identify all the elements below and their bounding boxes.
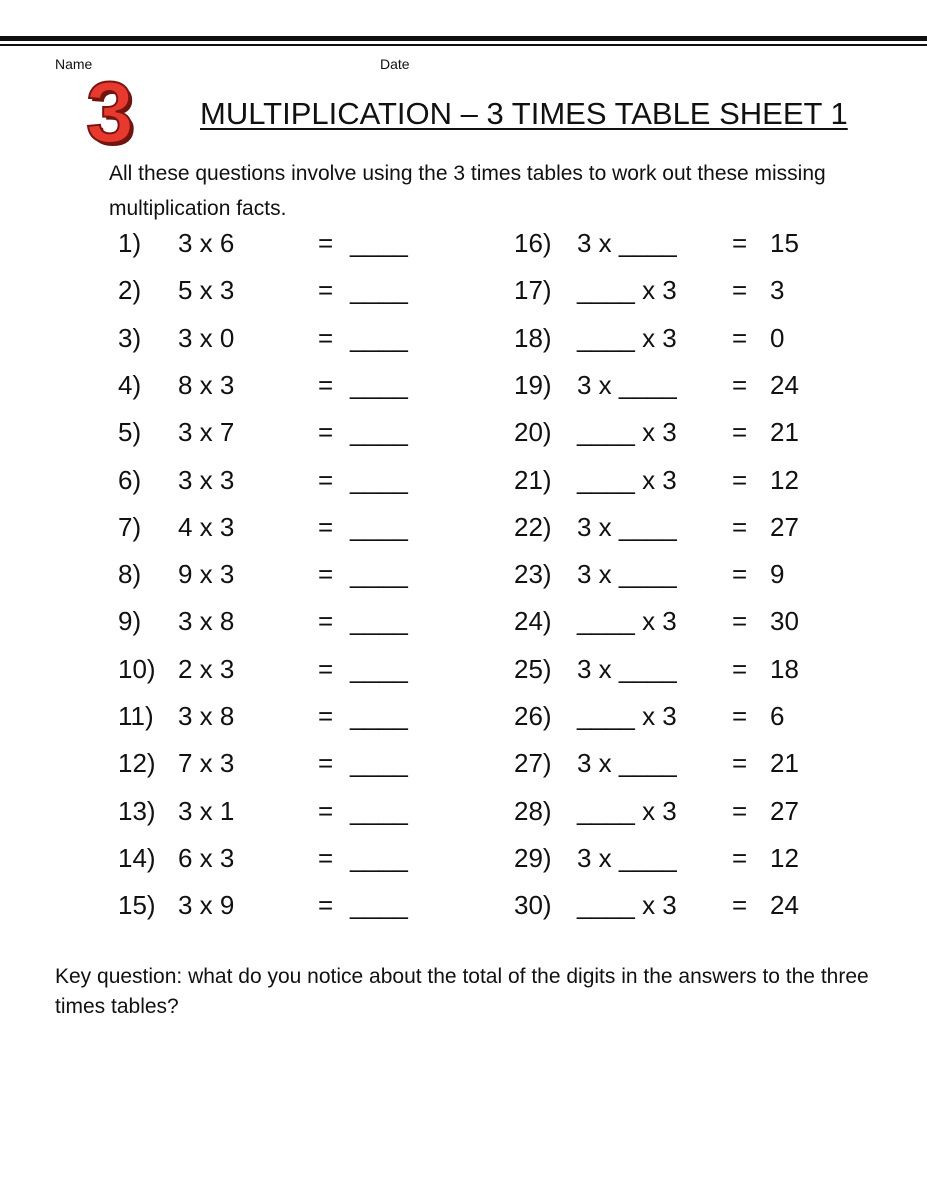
question-num: 29): [514, 842, 552, 873]
question-num: 4): [118, 369, 142, 400]
question-num: 8): [118, 559, 142, 590]
instructions: All these questions involve using the 3 times tables to work out these missing multiplication facts.: [109, 162, 826, 220]
question-ans[interactable]: ____: [350, 701, 408, 731]
question-num: 16): [514, 228, 552, 258]
question-num: 20): [514, 417, 552, 448]
question-expr[interactable]: 3 x ____: [577, 511, 677, 542]
question-eq: =: [732, 464, 748, 495]
question-expr[interactable]: ____ x 3: [577, 890, 677, 921]
question-ans[interactable]: ____: [350, 275, 408, 306]
question-num: 28): [514, 795, 552, 826]
question-eq: =: [318, 842, 334, 873]
question-expr[interactable]: ____ x 3: [577, 417, 677, 448]
question-num: 14): [118, 842, 156, 873]
question-expr: 3 x 6: [178, 228, 235, 258]
question-ans[interactable]: ____: [350, 842, 408, 873]
question-ans[interactable]: ____: [350, 464, 408, 495]
question-ans[interactable]: ____: [350, 559, 408, 590]
question-ans: 0: [770, 322, 785, 353]
question-expr: 2 x 3: [178, 653, 235, 684]
question-expr[interactable]: ____ x 3: [577, 275, 677, 306]
question-eq: =: [318, 890, 334, 921]
key-question: Key question: what do you notice about the total of the digits in the answers to the three times tables?: [55, 965, 869, 1018]
question-ans: 12: [770, 842, 799, 873]
question-expr[interactable]: ____ x 3: [577, 701, 677, 731]
question-num: 7): [118, 511, 142, 542]
question-eq: =: [732, 606, 748, 637]
question-eq: =: [732, 322, 748, 353]
question-ans[interactable]: ____: [350, 606, 408, 637]
question-num: 9): [118, 606, 142, 637]
question-num: 24): [514, 606, 552, 637]
question-ans[interactable]: ____: [350, 417, 408, 448]
question-num: 30): [514, 890, 552, 921]
question-ans: 21: [770, 748, 799, 779]
question-num: 6): [118, 464, 142, 495]
question-expr[interactable]: 3 x ____: [577, 559, 677, 590]
question-eq: =: [318, 275, 334, 306]
question-num: 12): [118, 748, 156, 779]
question-expr: 7 x 3: [178, 748, 235, 779]
question-num: 1): [118, 228, 142, 258]
question-ans: 27: [770, 795, 799, 826]
question-expr: 3 x 8: [178, 701, 235, 731]
question-ans: 3: [770, 275, 785, 306]
date-label: Date: [380, 56, 410, 72]
question-expr[interactable]: 3 x ____: [577, 369, 677, 400]
question-expr: 3 x 0: [178, 322, 235, 353]
question-expr[interactable]: 3 x ____: [577, 748, 677, 779]
question-ans[interactable]: ____: [350, 653, 408, 684]
question-num: 18): [514, 322, 552, 353]
question-num: 17): [514, 275, 552, 306]
question-ans: 27: [770, 511, 799, 542]
top-rule-thin: [0, 44, 927, 46]
question-num: 11): [118, 701, 154, 731]
question-ans: 15: [770, 228, 799, 258]
question-expr: 9 x 3: [178, 559, 235, 590]
question-ans: 18: [770, 653, 799, 684]
question-expr: 5 x 3: [178, 275, 235, 306]
question-eq: =: [732, 417, 748, 448]
question-ans: 24: [770, 369, 799, 400]
question-eq: =: [732, 228, 748, 258]
question-eq: =: [732, 369, 748, 400]
question-num: 19): [514, 369, 552, 400]
question-eq: =: [318, 511, 334, 542]
question-expr: 4 x 3: [178, 511, 235, 542]
question-eq: =: [732, 795, 748, 826]
question-expr[interactable]: ____ x 3: [577, 795, 677, 826]
question-eq: =: [732, 890, 748, 921]
question-eq: =: [318, 606, 334, 637]
question-ans: 6: [770, 701, 785, 731]
question-num: 5): [118, 417, 142, 448]
question-eq: =: [732, 559, 748, 590]
question-expr: 3 x 3: [178, 464, 235, 495]
question-num: 26): [514, 701, 552, 731]
question-ans: 9: [770, 559, 785, 590]
question-ans[interactable]: ____: [350, 748, 408, 779]
question-eq: =: [732, 748, 748, 779]
question-expr[interactable]: 3 x ____: [577, 228, 677, 258]
question-ans[interactable]: ____: [350, 228, 408, 258]
question-ans[interactable]: ____: [350, 511, 408, 542]
question-eq: =: [732, 511, 748, 542]
name-label: Name: [55, 56, 93, 72]
question-expr[interactable]: 3 x ____: [577, 842, 677, 873]
big-number-3: 3: [86, 65, 134, 161]
question-ans: 21: [770, 417, 799, 448]
question-ans[interactable]: ____: [350, 795, 408, 826]
question-eq: =: [318, 417, 334, 448]
question-num: 13): [118, 795, 156, 826]
question-ans[interactable]: ____: [350, 890, 408, 921]
question-expr[interactable]: ____ x 3: [577, 606, 677, 637]
question-ans[interactable]: ____: [350, 369, 408, 400]
question-expr: 3 x 8: [178, 606, 235, 637]
question-num: 21): [514, 464, 552, 495]
question-num: 22): [514, 511, 552, 542]
question-ans: 30: [770, 606, 799, 637]
question-num: 3): [118, 322, 142, 353]
question-num: 2): [118, 275, 142, 306]
question-num: 23): [514, 559, 552, 590]
question-expr[interactable]: 3 x ____: [577, 653, 677, 684]
question-eq: =: [732, 653, 748, 684]
question-eq: =: [318, 701, 334, 731]
page-title: MULTIPLICATION – 3 TIMES TABLE SHEET 1: [200, 96, 848, 131]
question-eq: =: [318, 748, 334, 779]
question-expr[interactable]: ____ x 3: [577, 464, 677, 495]
top-rule-thick: [0, 36, 927, 41]
question-num: 15): [118, 890, 156, 921]
question-ans: 12: [770, 464, 799, 495]
question-num: 27): [514, 748, 552, 779]
question-num: 10): [118, 653, 156, 684]
question-eq: =: [732, 275, 748, 306]
question-eq: =: [318, 464, 334, 495]
question-expr: 3 x 1: [178, 795, 235, 826]
question-ans: 24: [770, 890, 799, 921]
question-eq: =: [318, 322, 334, 353]
question-eq: =: [318, 559, 334, 590]
question-eq: =: [732, 701, 748, 731]
question-eq: =: [318, 228, 334, 258]
question-ans[interactable]: ____: [350, 322, 408, 353]
question-num: 25): [514, 653, 552, 684]
question-eq: =: [732, 842, 748, 873]
question-expr: 3 x 7: [178, 417, 235, 448]
question-expr: 8 x 3: [178, 369, 235, 400]
question-eq: =: [318, 795, 334, 826]
question-expr: 3 x 9: [178, 890, 235, 921]
question-eq: =: [318, 653, 334, 684]
question-eq: =: [318, 369, 334, 400]
question-expr[interactable]: ____ x 3: [577, 322, 677, 353]
question-expr: 6 x 3: [178, 842, 235, 873]
